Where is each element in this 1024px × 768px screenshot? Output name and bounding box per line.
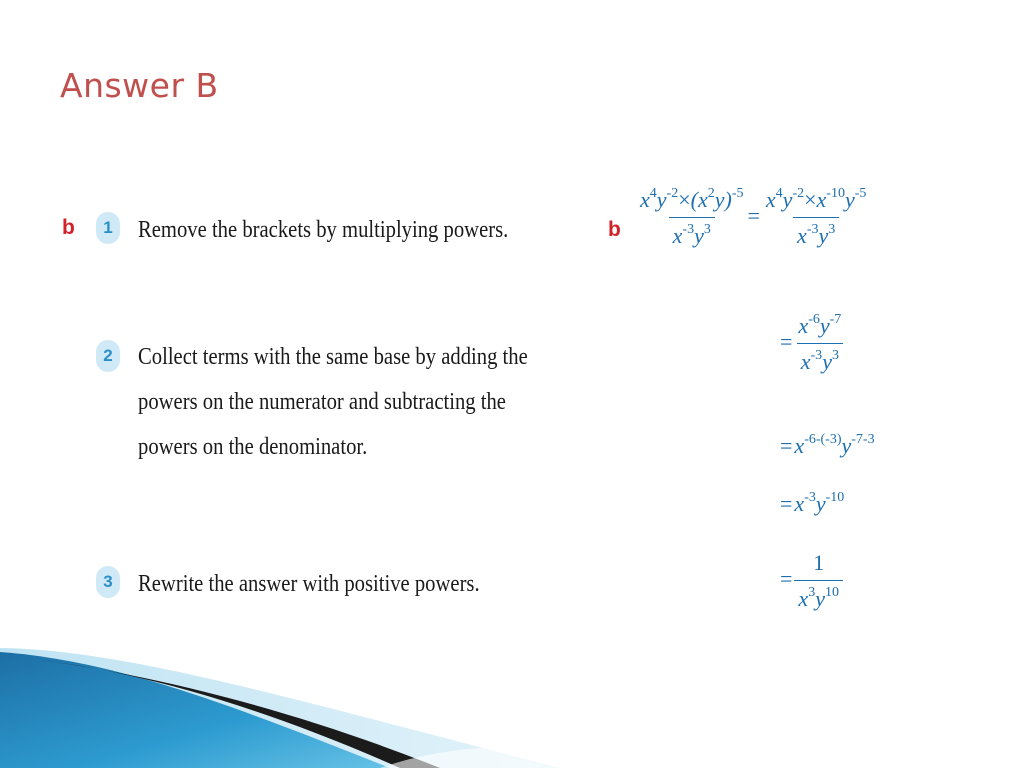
- slide-title: Answer B: [60, 66, 219, 105]
- step-2-line-2: powers on the numerator and subtracting the: [138, 389, 506, 415]
- step-badge-3: 3: [96, 566, 120, 598]
- math-line-1-rhs: $\frac{x^4y^{-2}\times x^{-10}y^{-5}}{x^{-3}y^3}$: [765, 186, 867, 248]
- step-badge-1: 1: [96, 212, 120, 244]
- math-line-4: $=x^{-3}y^{-10}$: [780, 490, 845, 516]
- step-3-line-1: Rewrite the answer with positive powers.: [138, 571, 480, 597]
- step-1-line-1: Remove the brackets by multiplying powers.: [138, 217, 509, 243]
- part-letter: b: [62, 216, 75, 239]
- math-part-letter: b: [608, 218, 621, 241]
- math-line-1: $\frac{x^4y^{-2}\times(x^2y)^{-5}}{x^{-3}y^3}$ = $\frac{x^4y^{-2}\times x^{-10}y^{-5}}{x^{-3}y^3}$: [636, 186, 870, 249]
- math-line-1-lhs: $\frac{x^4y^{-2}\times(x^2y)^{-5}}{x^{-3}y^3}$: [640, 186, 744, 248]
- math-line-5: = $\frac{1}{x^3y^{10}}$: [780, 550, 843, 612]
- step-2-line-1: Collect terms with the same base by adding the: [138, 344, 528, 370]
- step-badge-2: 2: [96, 340, 120, 372]
- step-2-line-3: powers on the denominator.: [138, 434, 368, 460]
- math-line-2: = $\frac{x^{-6}y^{-7}}{x^{-3}y^3}$: [780, 312, 842, 374]
- math-line-3: $=x^{-6-(-3)}y^{-7-3}$: [780, 432, 875, 458]
